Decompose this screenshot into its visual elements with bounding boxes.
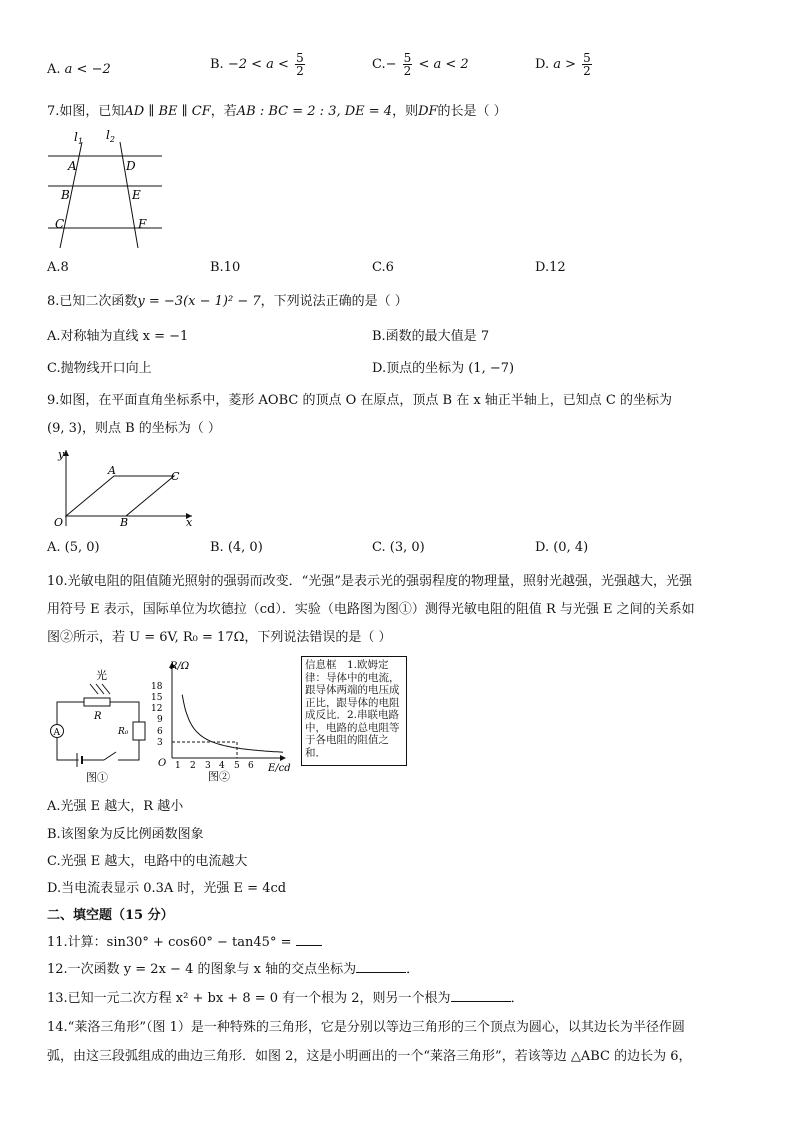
q8-option-d: D.顶点的坐标为 (1, −7) (372, 361, 515, 376)
q10-graph-origin: O (158, 758, 167, 769)
q9-option-c: C. (3, 0) (372, 540, 425, 555)
q7-option-c: C.6 (372, 260, 394, 275)
q9-point-a: A (108, 464, 116, 477)
q12-text: 12.一次函数 y = 2x − 4 的图象与 x 轴的交点坐标为 ． (47, 962, 420, 977)
q10-ytick: 6 (157, 727, 163, 737)
q7-point-f: F (138, 217, 147, 231)
q7-l1-label: l (74, 130, 78, 144)
q9-point-b: B (120, 516, 129, 529)
q10-ytick: 9 (157, 715, 163, 725)
q14-line1: 14.“莱洛三角形”（图 1）是一种特殊的三角形，它是分别以等边三角形的三个顶点为圆心，以其边长为半径作圆 (47, 1020, 685, 1035)
q10-option-d: D.当电流表显示 0.3A 时，光强 E = 4cd (47, 881, 287, 896)
q11-text: 11.计算：sin30° + cos60° − tan45° = (47, 931, 322, 950)
q10-graph-ylabel: R/Ω (170, 661, 190, 672)
q10-xtick: 4 (219, 761, 225, 771)
q10-stem-line3: 图②所示，若 U = 6V, R₀ = 17Ω，下列说法错误的是（ ） (47, 630, 392, 645)
q10-stem-line1: 10.光敏电阻的阻值随光照射的强弱而改变．“光强”是表示光的强弱程度的物理量，照射光越强，光强越大，光强 (47, 574, 692, 589)
q10-light-label: 光 (96, 669, 107, 682)
q7-option-d: D.12 (535, 260, 566, 275)
q10-xtick: 1 (175, 761, 181, 771)
q7-figure (40, 126, 170, 254)
q8-option-b: B.函数的最大值是 7 (372, 329, 490, 344)
q9-option-b: B. (4, 0) (210, 540, 263, 555)
q10-ammeter-label: A (53, 728, 60, 738)
q7-point-c: C (55, 217, 65, 231)
q10-fig2-caption: 图② (208, 770, 230, 783)
section-title: 二、填空题（15 分） (47, 908, 174, 923)
q8-stem: 8.已知二次函数y = −3(x − 1)² − 7，下列说法正确的是（ ） (47, 294, 408, 309)
q10-xtick: 3 (205, 761, 211, 771)
q7-option-b: B.10 (210, 260, 241, 275)
q9-figure (46, 446, 196, 530)
q9-option-a: A. (5, 0) (47, 540, 100, 555)
q7-point-d: D (126, 159, 136, 173)
q10-option-a: A.光强 E 越大，R 越小 (47, 799, 184, 814)
q7-l2-label: l (106, 128, 110, 142)
q10-resistor-r0-label: R₀ (118, 727, 129, 737)
q10-ytick: 18 (151, 682, 163, 692)
q7-stem: 7.如图，已知AD ∥ BE ∥ CF，若AB : BC = 2 : 3, DE = 4，则DF的长是（ ） (47, 104, 507, 119)
q13-text: 13.已知一元二次方程 x² + bx + 8 = 0 有一个根为 2，则另一个根为 ． (47, 991, 524, 1006)
q9-point-c: C (171, 470, 180, 483)
q10-graph-figure (150, 658, 298, 784)
q8-option-a: A.对称轴为直线 x = −1 (47, 329, 189, 344)
q10-xtick: 6 (248, 761, 254, 771)
q9-stem-line1: 9.如图，在平面直角坐标系中，菱形 AOBC 的顶点 O 在原点，顶点 B 在 x 轴正半轴上，已知点 C 的坐标为 (47, 393, 673, 408)
q9-stem-line2: (9, 3)，则点 B 的坐标为（ ） (47, 421, 221, 436)
q14-line2: 弧，由这三段弧组成的曲边三角形．如图 2，这是小明画出的一个“莱洛三角形”，若该等边 △ABC 的边长为 6， (47, 1049, 692, 1064)
q9-option-d: D. (0, 4) (535, 540, 589, 555)
q13-answer-blank[interactable] (451, 989, 511, 1002)
q10-ytick: 12 (151, 704, 163, 714)
q10-option-c: C.光强 E 越大，电路中的电流越大 (47, 854, 248, 869)
q10-ytick: 15 (151, 693, 163, 703)
svg-text:l1: $l_1$ (74, 130, 83, 146)
q10-info-box: 信息框 1.欧姆定律：导体中的电流，跟导体两端的电压成正比，跟导体的电阻成反比．2.串联电路中，电路的总电阻等于各电阻的阻值之和． (301, 656, 407, 766)
q10-circuit-figure (44, 664, 156, 784)
q10-option-b: B.该图象为反比例函数图象 (47, 827, 204, 842)
q10-ytick: 3 (157, 738, 163, 748)
q6-option-c: C.− $\frac{5}{2}$ < a < 2 (372, 51, 469, 78)
q7-point-a: A (68, 159, 77, 173)
q6-option-b: B. −2 < a < $\frac{5}{2}$ (210, 51, 304, 78)
q10-xtick: 5 (234, 761, 240, 771)
q10-fig1-caption: 图① (86, 771, 108, 784)
q6-option-a: A. a < −2 (47, 62, 111, 77)
q10-stem-line2: 用符号 E 表示，国际单位为坎德拉（cd）．实验（电路图为图①）测得光敏电阻的阻值 R 与光强 E 之间的关系如 (47, 602, 695, 617)
q11-answer-blank[interactable] (296, 933, 322, 946)
q12-answer-blank[interactable] (356, 960, 406, 973)
q7-point-b: B (61, 188, 70, 202)
q7-option-a: A.8 (47, 260, 69, 275)
q10-xtick: 2 (190, 761, 196, 771)
q9-point-o: O (54, 516, 64, 529)
q9-x-axis-label: x (186, 516, 193, 529)
svg-text:l2: $l_2$ (106, 128, 115, 144)
q6-option-d: D. a > $\frac{5}{2}$ (535, 51, 591, 78)
q8-option-c: C.抛物线开口向上 (47, 361, 152, 376)
q10-resistor-r-label: R (94, 711, 102, 722)
q9-y-axis-label: y (58, 448, 65, 461)
q10-curve (182, 695, 283, 753)
q7-point-e: E (132, 188, 141, 202)
q10-graph-xlabel: E/cd (268, 763, 291, 774)
